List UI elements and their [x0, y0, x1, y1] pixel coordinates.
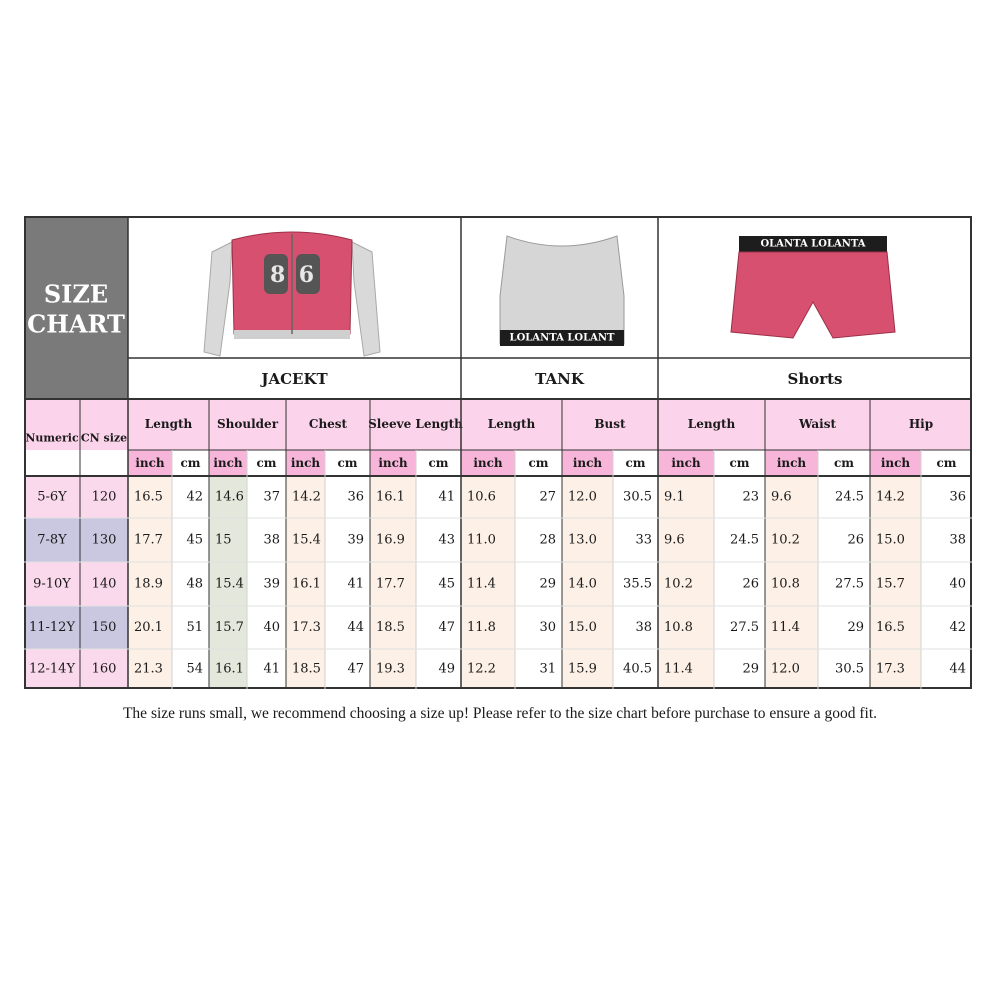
measure-value-cell: 29	[847, 620, 864, 635]
jacket-number-text: 86	[270, 262, 314, 288]
measure-value-cell: 16.9	[376, 532, 405, 548]
measure-value-cell: 43	[438, 532, 455, 548]
measure-value-cell: 33	[635, 532, 652, 548]
measure-value-cell: 10.8	[771, 576, 800, 592]
size-numeric-cell: 9-10Y	[33, 576, 71, 592]
size-cn-cell: 160	[91, 661, 117, 677]
size-cn-cell: 120	[91, 489, 117, 505]
header-measure: Waist	[798, 417, 837, 431]
unit-inch-label: inch	[572, 456, 603, 470]
shorts-print-text: OLANTA LOLANTA	[760, 238, 866, 250]
header-measure: Sleeve Length	[368, 417, 463, 431]
unit-cm-label: cm	[428, 456, 449, 470]
sequin-shorts-icon	[731, 236, 895, 338]
measure-value-cell: 21.3	[134, 661, 163, 677]
measure-value-cell: 30.5	[835, 661, 864, 677]
measure-value-cell: 14.2	[292, 489, 321, 505]
unit-inch-label: inch	[135, 456, 165, 470]
sequin-jacket-icon	[204, 232, 380, 356]
measure-value-cell: 15.4	[292, 532, 321, 548]
measure-value-cell: 15.7	[215, 620, 244, 635]
product-name-jacekt: JACEKT	[261, 370, 328, 388]
measure-value-cell: 9.6	[664, 532, 685, 548]
measure-value-cell: 12.2	[467, 661, 496, 677]
measure-value-cell: 27.5	[835, 576, 864, 592]
measure-value-cell: 31	[539, 661, 556, 677]
measure-value-cell: 28	[539, 532, 556, 548]
measure-value-cell: 42	[949, 620, 966, 635]
measure-value-cell: 16.5	[134, 489, 163, 505]
measure-value-cell: 16.5	[876, 620, 905, 635]
measure-value-cell: 11.0	[467, 532, 496, 548]
measure-value-cell: 11.8	[467, 620, 496, 635]
tank-print-text: LOLANTA LOLANT	[509, 332, 615, 344]
header-measure: Chest	[308, 417, 348, 431]
measure-value-cell: 40.5	[623, 661, 652, 677]
measure-value-cell: 42	[186, 489, 203, 505]
measure-value-cell: 45	[186, 532, 203, 548]
unit-cm-label: cm	[337, 456, 358, 470]
unit-cm-label: cm	[936, 456, 957, 470]
measure-value-cell: 48	[186, 576, 203, 592]
unit-inch-label: inch	[213, 456, 243, 470]
measure-value-cell: 39	[263, 576, 280, 592]
measure-value-cell: 38	[635, 620, 652, 635]
measure-value-cell: 35.5	[623, 576, 652, 592]
measure-value-cell: 26	[742, 576, 759, 592]
unit-inch-label: inch	[776, 456, 807, 470]
header-measure: Length	[144, 417, 193, 431]
unit-inch-label: inch	[378, 456, 408, 470]
measure-value-cell: 30	[539, 620, 556, 635]
product-name-tank: TANK	[535, 370, 584, 388]
size-cn-cell: 140	[91, 576, 117, 592]
measure-value-cell: 47	[347, 661, 364, 677]
measure-value-cell: 20.1	[134, 620, 163, 635]
unit-cm-label: cm	[833, 456, 855, 470]
size-title-line2: CHART	[27, 309, 125, 339]
measure-value-cell: 24.5	[730, 532, 759, 548]
measure-value-cell: 36	[347, 489, 364, 505]
measure-value-cell: 10.6	[467, 489, 496, 505]
measure-value-cell: 27	[539, 489, 556, 505]
measure-value-cell: 17.3	[876, 661, 905, 677]
measure-value-cell: 45	[438, 576, 455, 592]
size-numeric-cell: 12-14Y	[28, 661, 76, 677]
measure-value-cell: 14.6	[215, 489, 244, 505]
measure-value-cell: 41	[347, 576, 364, 592]
measure-value-cell: 24.5	[835, 489, 864, 505]
measure-value-cell: 18.5	[376, 620, 405, 635]
measure-value-cell: 14.2	[876, 489, 905, 505]
header-measure: Shoulder	[216, 417, 279, 431]
size-chart-table	[24, 216, 972, 689]
header-measure: Length	[687, 417, 736, 431]
unit-inch-label: inch	[473, 456, 503, 470]
size-numeric-cell: 7-8Y	[37, 532, 67, 548]
header-numeric: Numeric	[25, 431, 79, 445]
measure-value-cell: 18.9	[134, 576, 163, 592]
size-cn-cell: 150	[91, 620, 117, 635]
product-name-shorts: Shorts	[787, 370, 843, 388]
measure-value-cell: 19.3	[376, 661, 405, 677]
size-numeric-cell: 11-12Y	[28, 620, 76, 635]
measure-value-cell: 27.5	[730, 620, 759, 635]
measure-value-cell: 14.0	[568, 576, 597, 592]
measure-value-cell: 15	[215, 532, 232, 548]
size-advice-note: The size runs small, we recommend choosing a size up! Please refer to the size chart before purchase to ensure a good fit.	[122, 705, 878, 722]
header-measure: Hip	[908, 417, 934, 431]
measure-value-cell: 41	[263, 661, 280, 677]
unit-cm-label: cm	[180, 456, 201, 470]
measure-value-cell: 29	[742, 661, 759, 677]
measure-value-cell: 44	[347, 620, 364, 635]
measure-value-cell: 11.4	[771, 620, 800, 635]
measure-value-cell: 17.7	[134, 532, 163, 548]
measure-value-cell: 23	[742, 489, 759, 505]
measure-value-cell: 10.2	[664, 576, 693, 592]
measure-value-cell: 29	[539, 576, 556, 592]
measure-value-cell: 16.1	[215, 661, 244, 677]
measure-value-cell: 15.4	[215, 576, 244, 592]
measure-value-cell: 15.0	[876, 532, 905, 548]
size-cn-cell: 130	[91, 532, 117, 548]
unit-inch-label: inch	[880, 456, 911, 470]
measure-value-cell: 15.0	[568, 620, 597, 635]
unit-cm-label: cm	[528, 456, 549, 470]
measure-value-cell: 10.2	[771, 532, 800, 548]
tank-body	[500, 236, 624, 344]
measure-value-cell: 15.7	[876, 576, 905, 592]
header-cn-size: CN size	[80, 431, 128, 445]
measure-value-cell: 9.1	[664, 489, 685, 505]
measure-value-cell: 54	[186, 661, 203, 677]
measure-value-cell: 16.1	[376, 489, 405, 505]
measure-value-cell: 47	[438, 620, 455, 635]
size-title-line1: SIZE	[43, 279, 109, 309]
shorts-body	[731, 252, 895, 338]
measure-value-cell: 30.5	[623, 489, 652, 505]
measure-value-cell: 13.0	[568, 532, 597, 548]
size-numeric-cell: 5-6Y	[37, 489, 67, 505]
unit-inch-label: inch	[671, 456, 701, 470]
unit-cm-label: cm	[256, 456, 277, 470]
measure-value-cell: 40	[949, 576, 966, 592]
measure-value-cell: 12.0	[771, 661, 800, 677]
header-measure: Length	[487, 417, 536, 431]
measure-value-cell: 12.0	[568, 489, 597, 505]
jacket-right-sleeve	[352, 242, 380, 356]
header-measure: Bust	[594, 417, 626, 431]
measure-value-cell: 17.3	[292, 620, 321, 635]
measure-value-cell: 49	[438, 661, 455, 677]
measure-value-cell: 16.1	[292, 576, 321, 592]
measure-value-cell: 9.6	[771, 489, 792, 505]
measure-value-cell: 11.4	[664, 661, 693, 677]
unit-inch-label: inch	[290, 456, 321, 470]
jacket-left-sleeve	[204, 242, 232, 356]
measure-value-cell: 36	[949, 489, 966, 505]
measure-value-cell: 41	[438, 489, 455, 505]
measure-value-cell: 10.8	[664, 620, 693, 635]
measure-value-cell: 39	[347, 532, 364, 548]
measure-value-cell: 37	[263, 489, 280, 505]
unit-cm-label: cm	[625, 456, 646, 470]
measure-value-cell: 11.4	[467, 576, 496, 592]
size-chart	[24, 216, 972, 689]
measure-value-cell: 44	[949, 661, 966, 677]
measure-value-cell: 51	[186, 620, 203, 635]
measure-value-cell: 17.7	[376, 576, 405, 592]
measure-value-cell: 18.5	[292, 661, 321, 677]
unit-cm-label: cm	[729, 456, 750, 470]
measure-value-cell: 26	[847, 532, 864, 548]
measure-value-cell: 15.9	[568, 661, 597, 677]
measure-value-cell: 40	[263, 620, 280, 635]
measure-value-cell: 38	[263, 532, 280, 548]
measure-value-cell: 38	[949, 532, 966, 548]
sequin-tank-icon	[500, 236, 624, 346]
